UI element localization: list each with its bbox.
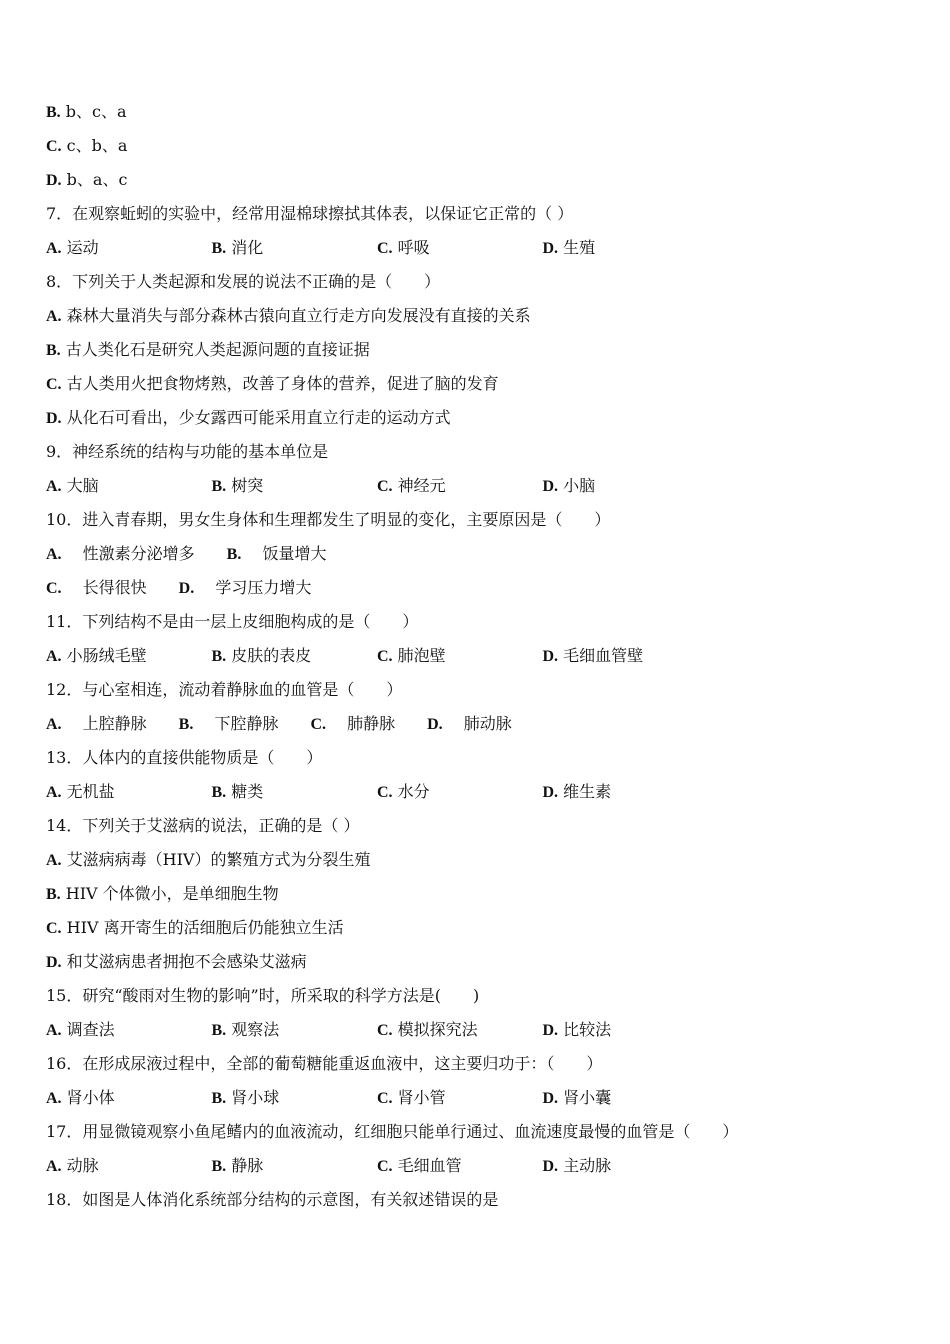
option-line: B. HIV 个体微小，是单细胞生物: [46, 884, 279, 903]
question-stem: 12．与心室相连，流动着静脉血的血管是（ ）: [46, 680, 403, 699]
question-stem: 18．如图是人体消化系统部分结构的示意图，有关叙述错误的是: [46, 1190, 499, 1209]
option: D. 肾小囊: [542, 1088, 612, 1107]
question-stem: 16．在形成尿液过程中，全部的葡萄糖能重返血液中，这主要归功于：（ ）: [46, 1054, 603, 1073]
options-row: [46, 541, 358, 567]
question-stem: 10．进入青春期，男女生身体和生理都发生了明显的变化，主要原因是（ ）: [46, 510, 611, 529]
option: D. 维生素: [542, 782, 612, 801]
option: C. 肺泡壁: [377, 646, 446, 665]
option: B. 肾小球: [211, 1088, 280, 1107]
option: A. 上腔静脉: [46, 714, 147, 733]
option: A. 性激素分泌增多: [46, 544, 195, 563]
option: A. 大脑: [46, 476, 99, 495]
question-stem: 17．用显微镜观察小鱼尾鳍内的血液流动，红细胞只能单行通过、血流速度最慢的血管是（ ）: [46, 1122, 739, 1141]
option-line: C. 古人类用火把食物烤熟，改善了身体的营养，促进了脑的发育: [46, 374, 499, 393]
option-line: A. 森林大量消失与部分森林古猿向直立行走方向发展没有直接的关系: [46, 306, 531, 325]
options-row: [46, 1153, 708, 1179]
option: B. 下腔静脉: [178, 714, 279, 733]
option: A. 动脉: [46, 1156, 99, 1175]
options-row: [46, 473, 708, 499]
option: C. 毛细血管: [377, 1156, 462, 1175]
question-stem: 14．下列关于艾滋病的说法，正确的是（ ）: [46, 816, 360, 835]
option: B. 皮肤的表皮: [211, 646, 312, 665]
options-row: [46, 779, 708, 805]
option: B. 观察法: [211, 1020, 280, 1039]
option: C. 模拟探究法: [377, 1020, 478, 1039]
option-line: D. 和艾滋病患者拥抱不会感染艾滋病: [46, 952, 307, 971]
option-line: D. b、a、c: [46, 170, 128, 189]
options-row: [46, 711, 544, 737]
option: B. 糖类: [211, 782, 264, 801]
option: B. 消化: [211, 238, 264, 257]
option: D. 主动脉: [542, 1156, 612, 1175]
option: A. 小肠绒毛壁: [46, 646, 147, 665]
option: D. 毛细血管壁: [542, 646, 644, 665]
options-row: [46, 235, 708, 261]
question-stem: 7．在观察蚯蚓的实验中，经常用湿棉球擦拭其体表，以保证它正常的（ ）: [46, 204, 574, 223]
option-line: C. c、b、a: [46, 136, 128, 155]
options-row: [46, 1085, 708, 1111]
options-row: [46, 575, 343, 601]
question-stem: 15．研究“酸雨对生物的影响”时，所采取的科学方法是( ): [46, 986, 480, 1005]
option: B. 静脉: [211, 1156, 264, 1175]
question-stem: 13．人体内的直接供能物质是（ ）: [46, 748, 323, 767]
option: D. 学习压力增大: [178, 578, 312, 597]
option: C. 神经元: [377, 476, 446, 495]
option: C. 呼吸: [377, 238, 430, 257]
question-stem: 11．下列结构不是由一层上皮细胞构成的是（ ）: [46, 612, 419, 631]
option: D. 肺动脉: [427, 714, 512, 733]
question-stem: 8．下列关于人类起源和发展的说法不正确的是（ ）: [46, 272, 441, 291]
option: C. 肺静脉: [310, 714, 396, 733]
option-line: B. b、c、a: [46, 102, 127, 121]
option: C. 肾小管: [377, 1088, 446, 1107]
option: C. 水分: [377, 782, 430, 801]
option-line: D. 从化石可看出，少女露西可能采用直立行走的运动方式: [46, 408, 451, 427]
option: B. 饭量增大: [226, 544, 327, 563]
option: A. 运动: [46, 238, 99, 257]
options-row: [46, 643, 708, 669]
question-stem: 9．神经系统的结构与功能的基本单位是: [46, 442, 329, 461]
option: D. 小脑: [542, 476, 596, 495]
option: C. 长得很快: [46, 578, 147, 597]
option-line: C. HIV 离开寄生的活细胞后仍能独立生活: [46, 918, 344, 937]
option: D. 生殖: [542, 238, 596, 257]
option-line: B. 古人类化石是研究人类起源问题的直接证据: [46, 340, 370, 359]
option-line: A. 艾滋病病毒（HIV）的繁殖方式为分裂生殖: [46, 850, 371, 869]
option: A. 无机盐: [46, 782, 115, 801]
option: D. 比较法: [542, 1020, 612, 1039]
option: B. 树突: [211, 476, 264, 495]
option: A. 肾小体: [46, 1088, 115, 1107]
options-row: [46, 1017, 708, 1043]
option: A. 调查法: [46, 1020, 115, 1039]
